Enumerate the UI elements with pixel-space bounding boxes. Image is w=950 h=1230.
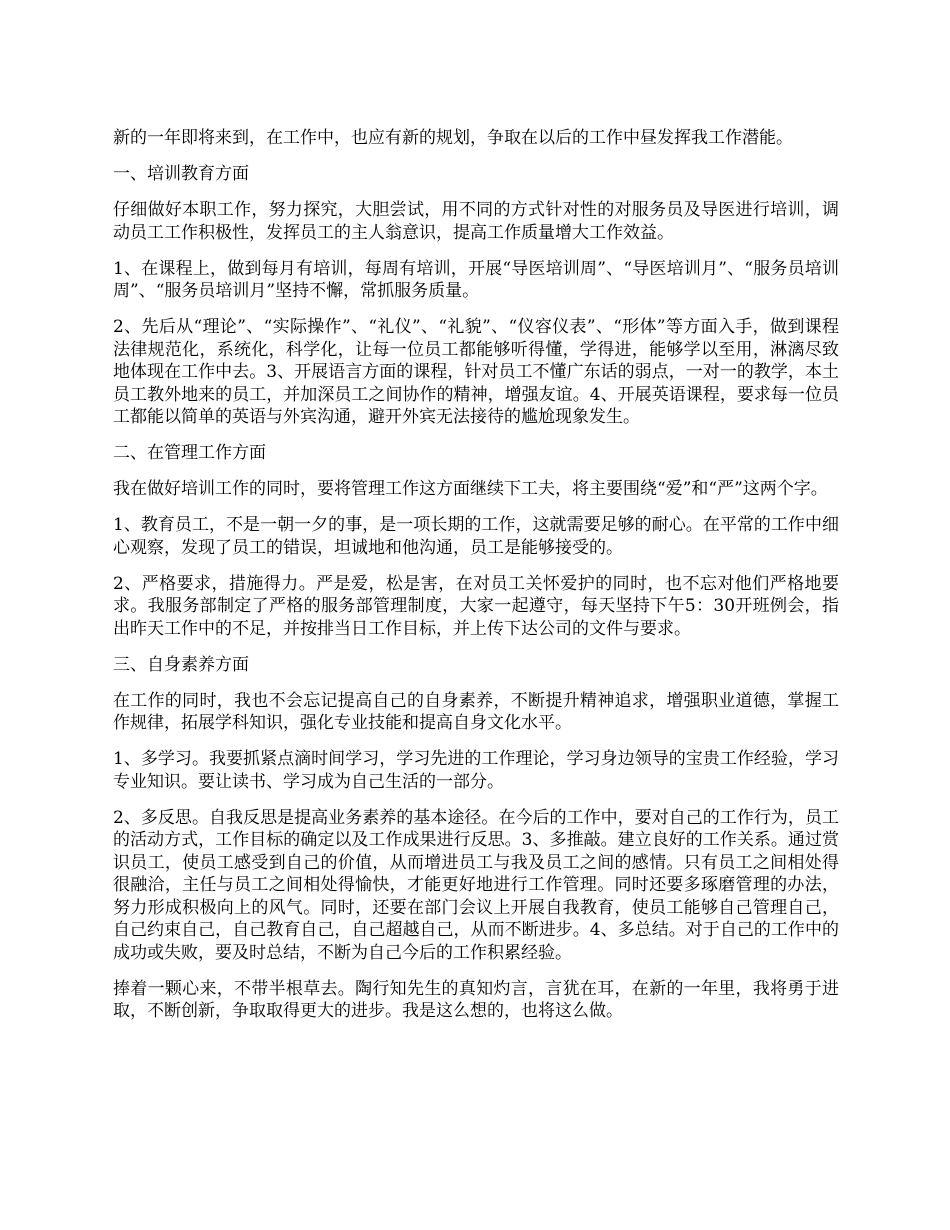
intro-paragraph: 新的一年即将来到，在工作中，也应有新的规划，争取在以后的工作中昼发挥我工作潜能。 xyxy=(113,128,793,148)
section-heading-management: 二、在管理工作方面 xyxy=(113,443,266,463)
training-intro-paragraph: 仔细做好本职工作，努力探究，大胆尝试，用不同的方式针对性的对服务员及导医进行培训，调动员工工作积极性，发挥员工的主人翁意识，提高工作质量增大工作效益。 xyxy=(113,200,839,243)
management-item-2: 2、严格要求，措施得力。严是爱，松是害，在对员工关怀爱护的同时，也不忘对他们严格地要求。我服务部制定了严格的服务部管理制度，大家一起遵守，每天坚持下午5：30开班例会，指出昨天工作中的不足，并按排当日工作目标，并上传下达公司的文件与要求。 xyxy=(113,573,839,639)
self-improvement-intro-paragraph: 在工作的同时，我也不会忘记提高自己的自身素养，不断提升精神追求，增强职业道德，掌握工作规律，拓展学科知识，强化专业技能和提高自身文化水平。 xyxy=(113,690,839,733)
self-improvement-item-1: 1、多学习。我要抓紧点滴时间学习，学习先进的工作理论，学习身边领导的宝贵工作经验，学习专业知识。要让读书、学习成为自己生活的一部分。 xyxy=(113,749,839,792)
document-page xyxy=(113,127,839,1036)
closing-paragraph: 捧着一颗心来，不带半根草去。陶行知先生的真知灼言，言犹在耳，在新的一年里，我将勇于进取，不断创新，争取取得更大的进步。我是这么想的，也将这么做。 xyxy=(113,978,839,1021)
management-item-1: 1、教育员工，不是一朝一夕的事，是一项长期的工作，这就需要足够的耐心。在平常的工作中细心观察，发现了员工的错误，坦诚地和他沟通，员工是能够接受的。 xyxy=(113,515,839,558)
section-heading-self-improvement: 三、自身素养方面 xyxy=(113,654,249,675)
self-improvement-item-2: 2、多反思。自我反思是提高业务素养的基本途径。在今后的工作中，要对自己的工作行为，员工的活动方式，工作目标的确定以及工作成果进行反思。3、多推敲。建立良好的工作关系。通过赏识员工，使员工感受到自己的价值，从而增进员工与我及员工之间的感情。只有员工之间相处得很融洽，主任与员工之间相处得愉快，才能更好地进行工作管理。同时还要多琢磨管理的办法，努力形成积极向上的风气。同时，还要在部门会议上开展自我教育，使员工能够自己管理自己，自己约束自己，自己教育自己，自己超越自己，从而不断进步。4、多总结。对于自己的工作中的成功或失败，要及时总结，不断为自己今后的工作积累经验。 xyxy=(113,807,839,963)
management-intro-paragraph: 我在做好培训工作的同时，要将管理工作这方面继续下工夫，将主要围绕“爱”和“严”这两个字。 xyxy=(113,479,828,499)
training-item-1: 1、在课程上，做到每月有培训，每周有培训，开展“导医培训周”、“导医培训月”、“服务员培训周”、“服务员培训月”坚持不懈，常抓服务质量。 xyxy=(113,258,839,301)
section-heading-training: 一、培训教育方面 xyxy=(113,164,249,184)
training-item-2: 2、先后从“理论”、“实际操作”、“礼仪”、“礼貌”、“仪容仪表”、“形体”等方面入手，做到课程法律规范化，系统化，科学化，让每一位员工都能够听得懂，学得进，能够学以至用，淋漓尽致地体现在工作中去。3、开展语言方面的课程，针对员工不懂广东话的弱点，一对一的教学，本土员工教外地来的员工，并加深员工之间协作的精神，增强友谊。4、开展英语课程，要求每一位员工都能以简单的英语与外宾沟通，避开外宾无法接待的尴尬现象发生。 xyxy=(113,317,839,427)
